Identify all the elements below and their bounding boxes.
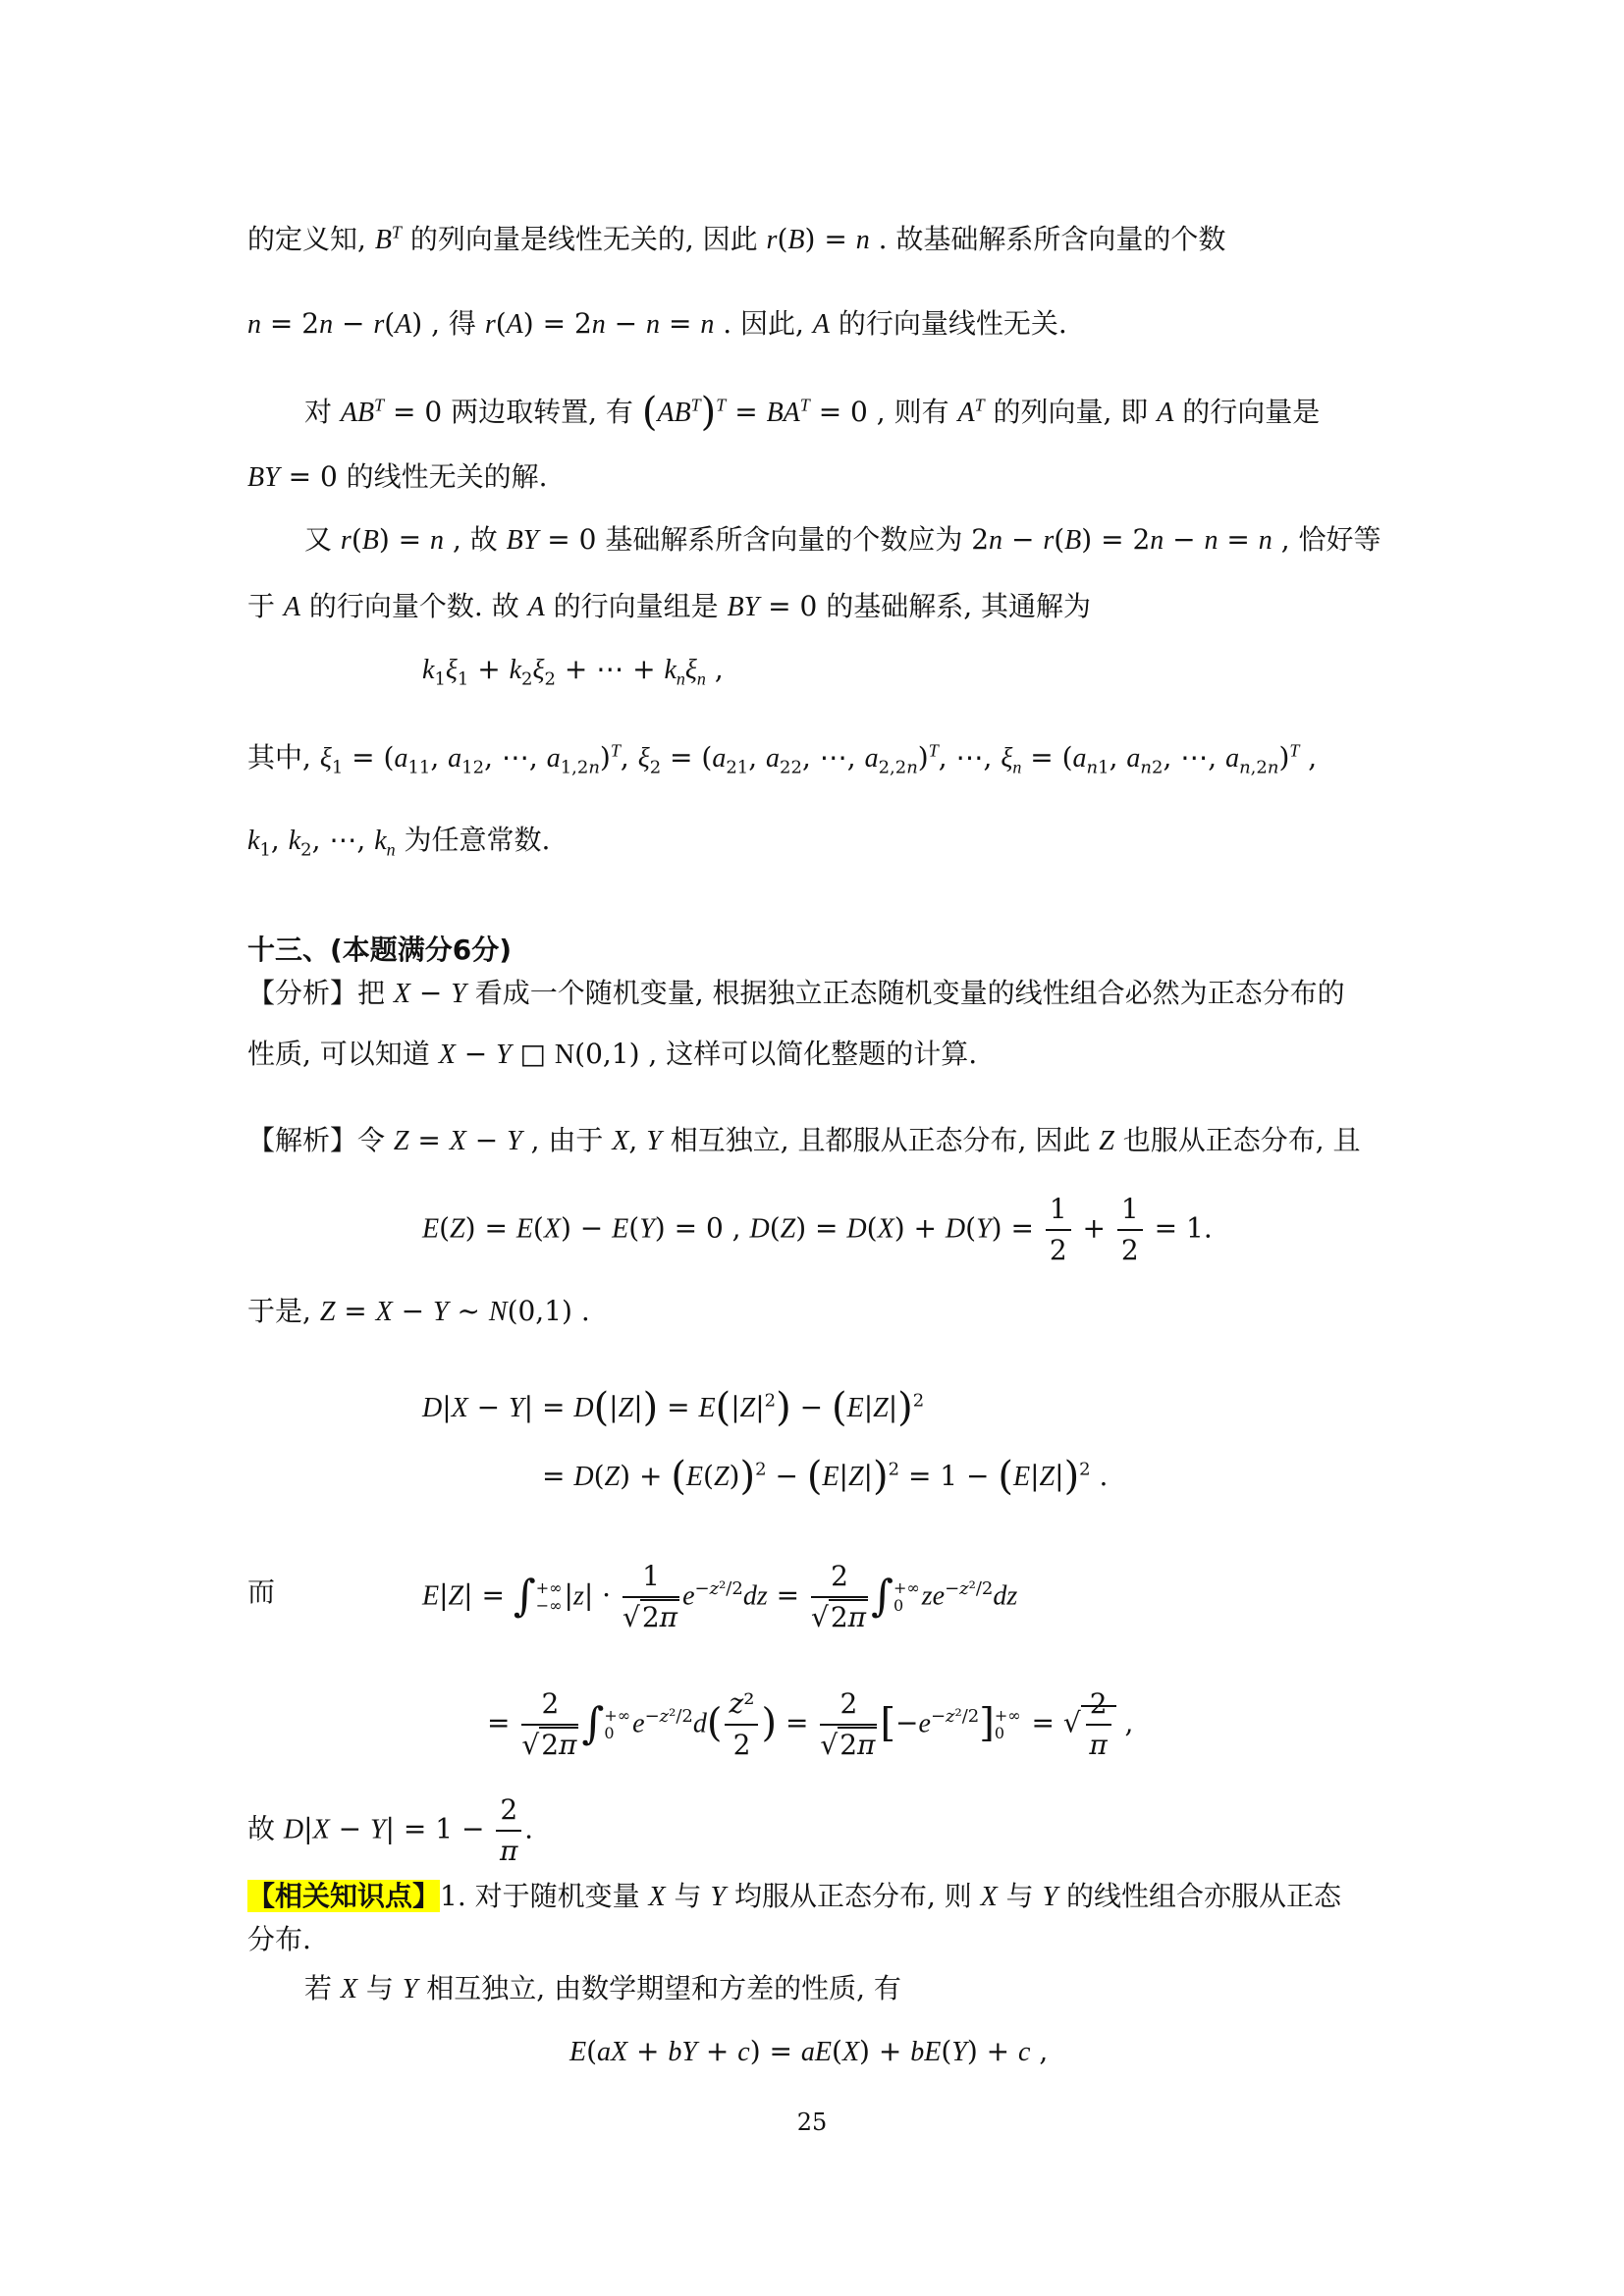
text-line: 【解析】令 Z = X − Y , 由于 X, Y 相互独立, 且都服从正态分布, 因此 Z 也服从正态分布, 且: [247, 1124, 1361, 1156]
formula-expectation-integral: E|Z| = ∫+∞ −∞|z| · $\frac{1}{√2\pi}$ $e^{-z^2/2}dz$ = $\frac{2}{√2\pi}$ ∫+∞ 0 $ze^{-z^2/2}dz$: [422, 1557, 1017, 1637]
text-line: $k_1$, $k_2$, ⋯, $k_n$ 为任意常数.: [247, 824, 551, 861]
section-heading: 十三、(本题满分6分): [247, 934, 513, 966]
formula-variance-abs: $D|X - Y| = D(|Z|) = E(|Z|^2) - (E|Z|)^2$: [422, 1385, 925, 1430]
text-line: n = 2n − r(A) , 得 r(A) = 2n − n = n . 因此, A 的行向量线性无关.: [247, 307, 1067, 340]
text-line: 又 r(B) = n , 故 BY = 0 基础解系所含向量的个数应为 2n − r(B) = 2n − n = n , 恰好等: [304, 523, 1381, 556]
text-line: BY = 0 的线性无关的解.: [247, 460, 548, 493]
text-line: 若 X 与 Y 相互独立, 由数学期望和方差的性质, 有: [304, 1972, 901, 2004]
text-line: 于 A 的行向量个数. 故 A 的行向量组是 BY = 0 的基础解系, 其通解为: [247, 590, 1092, 622]
formula-general-solution: $k_1\xi_1 + k_2\xi_2$ + ⋯ + $k_n\xi_n$ ,: [422, 653, 724, 690]
text-line: 【相关知识点】1. 对于随机变量 X 与 Y 均服从正态分布, 则 X 与 Y 的线性组合亦服从正态: [247, 1880, 1342, 1912]
formula-expectation-variance: E(Z) = E(X) − E(Y) = 0 , D(Z) = D(X) + D(Y) = $\frac{1}{2}$ + $\frac{1}{2}$ = 1.: [422, 1190, 1213, 1270]
page-number: 25: [796, 2109, 828, 2136]
related-knowledge-tag: 【相关知识点】: [247, 1880, 441, 1912]
text-line: 其中, $\xi_1 = (a_{11}$, $a_{12}$, ⋯, $a_{1,2n})^T$, $\xi_2 = (a_{21}$, $a_{22}$, ⋯, $a_{2,2n})^T$, ⋯, $\xi_n = (a_{n1}$, $a_{n2}$, ⋯, $a_{n,2n})^T$ ,: [247, 740, 1318, 778]
text-line: 对 $AB^T = 0$ 两边取转置, 有 $(AB^T)^T = BA^T = 0$ , 则有 $A^T$ 的列向量, 即 A 的行向量是: [304, 390, 1321, 435]
text-line: 分布.: [247, 1923, 311, 1955]
text-line: 故 D|X − Y| = 1 − $\frac{2}{\pi}$ .: [247, 1790, 533, 1871]
text-word: 而: [247, 1575, 276, 1608]
text-line: 于是, Z = X − Y ~ N(0,1) .: [247, 1295, 590, 1327]
formula-expectation-integral-cont: = $\frac{2}{√2\pi}$ ∫+∞ 0 $e^{-z^2/2}d$( $\frac{\text{z²}}{2}$ ) = $\frac{2}{√2\pi}$ $[-e^{-z^2/2}]+\infty$ 0 = √ $\frac{2}{\pi}$ ,: [487, 1684, 1133, 1765]
formula-linearity: E(aX + bY + c) = aE(X) + bE(Y) + c ,: [569, 2035, 1049, 2067]
formula-variance-abs-cont: = $D(Z) + (E(Z))^2 - (E|Z|)^2 = 1 - (E|Z|)^2$ .: [542, 1454, 1109, 1499]
text-line: 的定义知, $B^T$ 的列向量是线性无关的, 因此 r(B) = n . 故基础解系所含向量的个数: [247, 222, 1226, 255]
text-line: 性质, 可以知道 X − Y □ N(0,1) , 这样可以简化整题的计算.: [247, 1038, 978, 1070]
text-line: 【分析】把 X − Y 看成一个随机变量, 根据独立正态随机变量的线性组合必然为正态分布的: [247, 977, 1345, 1009]
